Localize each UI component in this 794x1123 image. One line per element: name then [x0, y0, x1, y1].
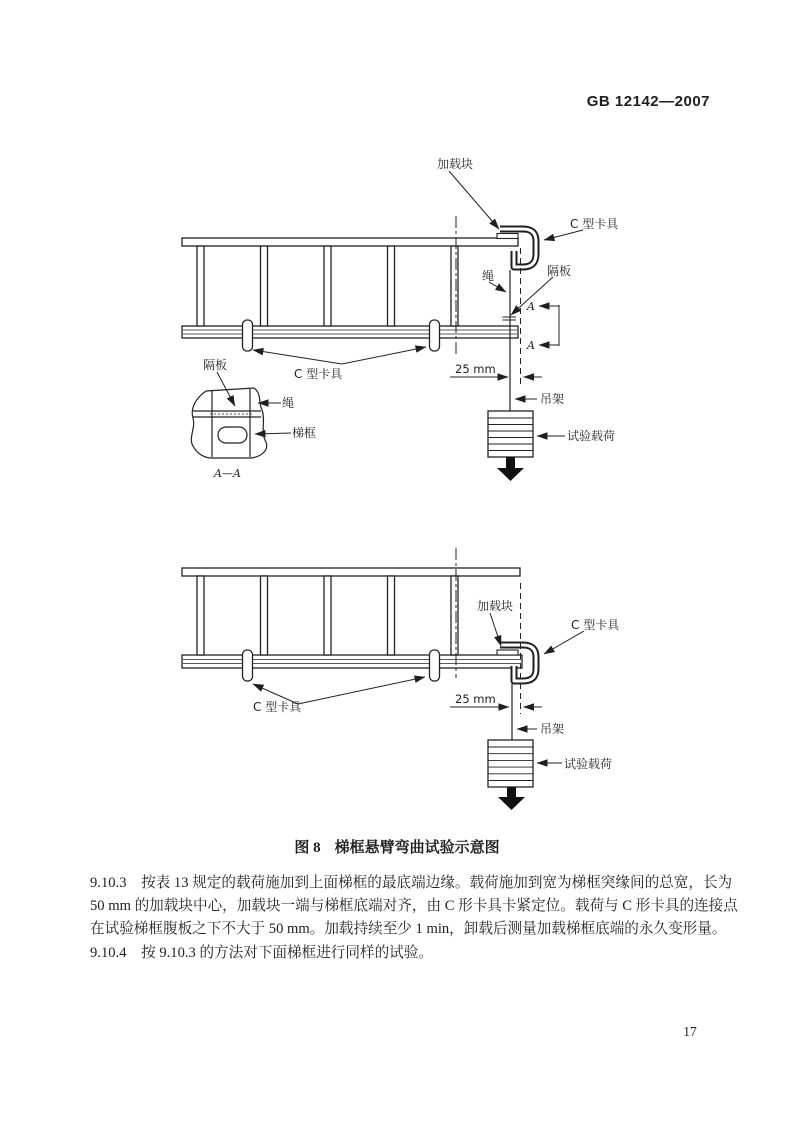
- c-clamp-right-label1: C 型卡具: [570, 217, 619, 231]
- ladder2-rungs: [197, 576, 458, 655]
- figure-title: 梯框悬臂弯曲试验示意图: [334, 840, 500, 856]
- section-aa-indicator: [539, 305, 559, 346]
- clause-9-10-3-line3: 在试验梯框腹板之下不大于 50 mm。加载持续至少 1 min，卸载后测量加载梯框底端的永久变形量。: [90, 921, 727, 938]
- c-clamp-right-label2: C 型卡具: [571, 618, 620, 632]
- detail-stile-label: 梯框: [292, 426, 317, 440]
- loading-block2: [497, 650, 518, 655]
- test-weight-stack2: [488, 740, 533, 787]
- section-a-lower: A: [527, 339, 535, 352]
- c-clamp-bottom-label2: C 型卡具: [253, 700, 302, 714]
- loading-block-label2: 加载块: [477, 599, 514, 613]
- figure-number: 图 8: [294, 840, 321, 856]
- c-clamp-ring-left2: [243, 650, 253, 681]
- c-clamp-bottom-label1: C 型卡具: [294, 367, 343, 381]
- c-clamp-ring-right: [430, 320, 440, 351]
- figure-caption: [0, 836, 794, 857]
- page-number: 17: [683, 1024, 697, 1039]
- section-a-upper: A: [527, 300, 535, 313]
- clause-9-10-3-line1: 9.10.3 按表 13 规定的载荷施加到上面梯框的最底端边缘。载荷施加到宽为梯框突缘间的总宽，长为: [90, 875, 733, 891]
- ladder1-bottom-rail: [182, 326, 518, 338]
- hanger-label2: 吊架: [540, 722, 565, 736]
- clause-9-10-3-line2: 50 mm 的加载块中心，加载块一端与梯框底端对齐，由 C 形卡具卡紧定位。载荷与 C 形卡具的连接点: [90, 898, 738, 915]
- stile-hollow-section: [218, 427, 247, 443]
- diagram2-labels: [253, 598, 620, 771]
- load-direction-arrow2: [498, 787, 525, 810]
- ladder2-top-rail: [182, 568, 520, 576]
- rope-label1: 绳: [482, 269, 495, 283]
- test-load-label1: 试验载荷: [567, 429, 616, 443]
- c-clamp-ring-left: [243, 320, 253, 351]
- standard-number-header: GB 12142—2007: [586, 93, 710, 110]
- c-clamp-bottom-leader1: [253, 347, 426, 364]
- loading-block1: [497, 234, 518, 239]
- partition-label1: 隔板: [547, 264, 572, 278]
- diagram1-cantilever-test-top-stile: [182, 171, 583, 481]
- section-aa-caption: A—A: [214, 467, 241, 480]
- loading-block-label1: 加载块: [437, 157, 474, 171]
- clause-text: [90, 872, 738, 965]
- c-clamp-ring-right2: [430, 650, 440, 681]
- ladder2-bottom-rail: [182, 655, 522, 668]
- detail-rope-label: 绳: [282, 396, 295, 410]
- detail-view-aa: [191, 372, 291, 458]
- ladder1-top-rail: [182, 238, 518, 246]
- test-load-label2: 试验载荷: [564, 757, 613, 771]
- ladder1-rungs: [197, 246, 458, 326]
- test-weight-stack1: [488, 411, 533, 457]
- diagram2-cantilever-test-bottom-stile: [182, 548, 584, 810]
- clause-9-10-4-line: 9.10.4 按 9.10.3 的方法对下面梯框进行同样的试验。: [90, 944, 433, 961]
- detail-partition-label: 隔板: [203, 358, 228, 372]
- hanger-label1: 吊架: [540, 392, 565, 406]
- load-direction-arrow1: [497, 457, 524, 481]
- dim-25mm-label1: 25 mm: [455, 362, 496, 376]
- dim-25mm-label2: 25 mm: [455, 692, 496, 706]
